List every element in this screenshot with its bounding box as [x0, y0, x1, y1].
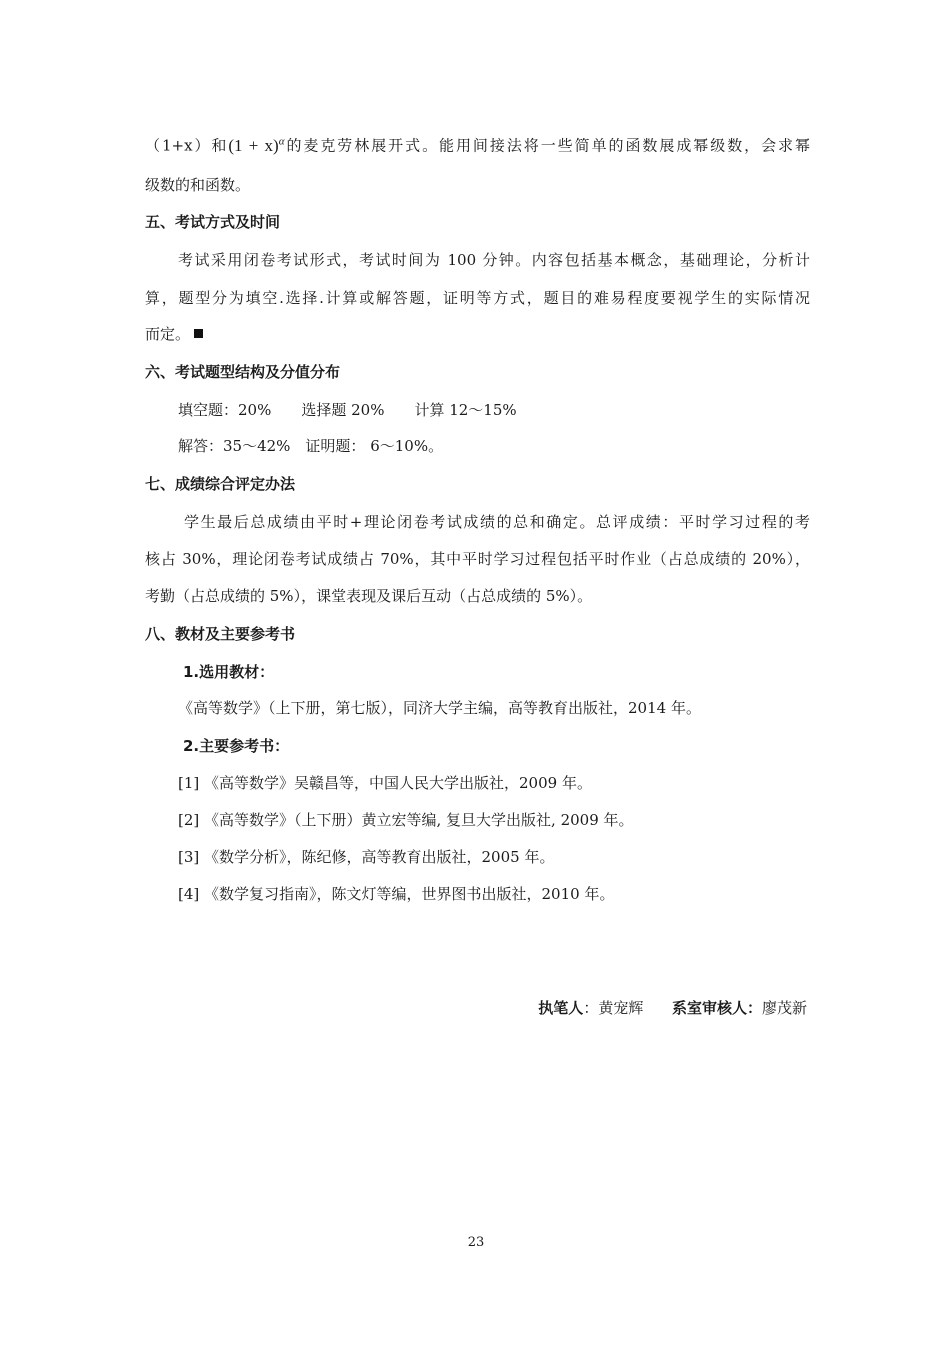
spacer: [643, 999, 672, 1017]
reference-item: [3] 《数学分析》，陈纪修，高等教育出版社，2005 年。: [178, 848, 555, 866]
author-label: 执笔人: [538, 999, 584, 1017]
section-6-row-2: 解答：35～42% 证明题： 6～10%。: [178, 437, 444, 455]
intro-text-pre: （1+x）和: [145, 136, 229, 155]
textbook-subheading: 1.选用教材：: [183, 663, 275, 681]
reference-item: [1] 《高等数学》吴赣昌等，中国人民大学出版社，2009 年。: [178, 774, 592, 792]
section-5-paragraph-line-1: 考试采用闭卷考试形式，考试时间为 100 分钟。内容包括基本概念，基础理论，分析计: [178, 251, 810, 269]
section-6-row-1: 填空题：20% 选择题 20% 计算 12～15%: [178, 401, 517, 419]
section-6-heading: 六、考试题型结构及分值分布: [145, 363, 341, 381]
maclaurin-formula: [228, 136, 284, 155]
section-5-heading: 五、考试方式及时间: [145, 213, 281, 231]
signature-line: [538, 998, 807, 1018]
reference-item: [4] 《数学复习指南》，陈文灯等编，世界图书出版社，2010 年。: [178, 885, 615, 903]
colon: ：: [583, 999, 599, 1017]
formula-base: (1 + x): [228, 135, 279, 155]
intro-text-post: 的麦克劳林展开式。能用间接法将一些简单的函数展成幂级数，会求幂: [284, 136, 810, 155]
textbook-entry: 《高等数学》（上下册，第七版），同济大学主编，高等教育出版社，2014 年。: [178, 699, 701, 717]
author-name: 黄宠辉: [598, 999, 644, 1017]
reviewer-label: 系室审核人: [671, 999, 747, 1017]
formula-exponent: α: [278, 135, 285, 147]
section-7-heading: 七、成绩综合评定办法: [145, 475, 296, 493]
section-7-paragraph-line-2: 核占 30%，理论闭卷考试成绩占 70%，其中平时学习过程包括平时作业（占总成绩的 20%），: [145, 550, 810, 568]
page-number: 23: [467, 1235, 485, 1250]
section-7-paragraph-line-1: 学生最后总成绩由平时+理论闭卷考试成绩的总和确定。总评成绩：平时学习过程的考: [184, 513, 810, 531]
end-square-icon: [194, 329, 203, 338]
section-5-paragraph-end: 而定。: [145, 325, 191, 343]
intro-line-2: 级数的和函数。: [145, 176, 251, 194]
reference-item: [2] 《高等数学》（上下册）黄立宏等编, 复旦大学出版社, 2009 年。: [178, 811, 634, 829]
references-subheading: 2.主要参考书：: [183, 737, 290, 755]
reviewer-name: 廖茂新: [761, 999, 807, 1017]
section-8-heading: 八、教材及主要参考书: [145, 625, 296, 643]
colon-bold: ：: [746, 999, 762, 1017]
section-5-paragraph-line-3: [145, 324, 810, 344]
section-7-paragraph-line-3: 考勤（占总成绩的 5%），课堂表现及课后互动（占总成绩的 5%）。: [145, 587, 593, 605]
section-5-paragraph-line-2: 算，题型分为填空.选择.计算或解答题，证明等方式，题目的难易程度要视学生的实际情况: [145, 289, 810, 307]
intro-line-1: [145, 131, 810, 156]
